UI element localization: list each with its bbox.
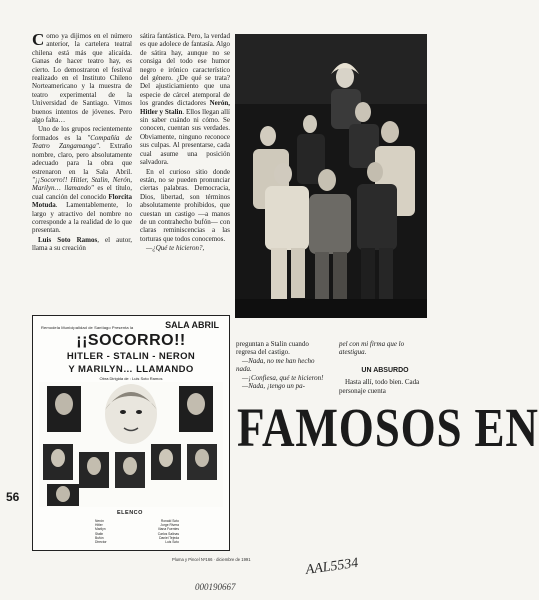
- subheading: UN ABSURDO: [361, 366, 409, 374]
- dialogue-line: —Nada, ¡tengo un pa-: [242, 382, 305, 391]
- drop-cap: C: [32, 30, 45, 49]
- paragraph-author: Luis Soto Ramos, el autor, llama a su creación: [32, 235, 132, 253]
- poster-portraits: [39, 382, 223, 507]
- poster-venue-badge: SALA ABRIL: [165, 320, 219, 330]
- dialogue-continuation: pel con mi firma que lo atestigua.: [339, 340, 405, 357]
- article-column-2: [140, 32, 230, 254]
- poster-title: ¡¡SOCORRO!!: [76, 332, 186, 349]
- cast-photo: [235, 34, 427, 318]
- play-poster: [32, 315, 230, 551]
- paragraph-absurd: Hasta allí, todo bien. Cada personaje cuenta: [339, 378, 420, 395]
- cast-row: Marilyn Iliana Fuentes: [95, 527, 179, 532]
- poster-header: Remodela Municipalidad de Santiago Presenta la: [41, 325, 134, 330]
- page-number: 56: [6, 490, 20, 504]
- paragraph-stalin: preguntan a Stalin cuando regresa del castigo.: [236, 340, 309, 357]
- article-column-4: [339, 340, 431, 395]
- article-column-1: [32, 32, 132, 254]
- paragraph-company: Uno de los grupos recientemente formados es la "Compañía de Teatro Zangamanga". Extraño nombre, claro, pero absolutamente adecuado para la obra que estrenaron en la Sala Abril. "¡¡Socorro!! Hitler, Stalin, Nerón, Marilyn… llamando" es el título, cual canción del conocido Florcita Motuda. Lamentablemente, lo largo y atractivo del nombre no corresponde a la realidad de lo que presentan.: [32, 125, 133, 235]
- poster-cast-list: [95, 519, 179, 544]
- footer-credit: Pluma y Pincel Nº166 · diciembre de 1991: [172, 557, 251, 562]
- poster-cast-heading: ELENCO: [117, 510, 143, 516]
- poster-director-credit: Obra Dirigida de : Luis Soto Ramos: [99, 376, 163, 381]
- handwritten-catalog-number: AAL5534: [304, 555, 360, 579]
- poster-title-line-3: Y MARILYN… LLAMANDO: [68, 364, 194, 375]
- paragraph-plot: sátira fantástica. Pero, la verdad es que adolece de fantasía. Algo de sátira hay, aunque no se consiga del todo ese humor negro e irónico característico del género. ¿De qué se trata? Del ajusticiamiento que una especie de cárcel atemporal de los grandes dictadores Nerón, Hitler y Stalin. Ellos llegan allí sin saber cuándo ni cómo. Se conocen, cuentan sus verdades. Obviamente, ninguno reconoce sus culpas. Al presentarse, cada cual asume una posición salvadora.: [140, 32, 231, 167]
- poster-title-line-2: HITLER - STALIN - NERON: [66, 351, 196, 362]
- cast-row: Bufón Daniel Tejeda: [95, 535, 179, 540]
- paragraph-intro: Como ya dijimos en el número anterior, la cartelera teatral chilena está más que alicaída. Ganas de hacer teatro hay, es cierto. Lo demostraron el festival realizado en el Instituto Chileno Norteamericano y la muestra de teatro experimental de la Universidad de Santiago. Vimos buenos intentos de jóvenes. Pero algo falta…: [32, 30, 132, 125]
- handwritten-stamp-number: 000190667: [195, 582, 236, 592]
- dialogue-line: —¿Qué te hicieron?,: [146, 244, 205, 253]
- cast-row: Director Luis Soto: [95, 540, 179, 545]
- cast-row: Hitler Jorge Rivera: [95, 523, 179, 528]
- cast-row: Stalin Carlos Salinas: [95, 531, 179, 536]
- paragraph-forbidden-words: En el curioso sitio donde están, no se pueden pronunciar ciertas palabras. Democracia, Dios, libertad, son términos absolutamente prohibidos, que cuestan un castigo —a manos de un contrahecho bufón— con claras reminiscencias a las torturas que todos conocemos.: [140, 167, 230, 243]
- article-column-3: [236, 340, 326, 390]
- headline: FAMOSOS EN: [237, 397, 539, 458]
- dialogue-line: —Nada, no me han hecho nada.: [236, 356, 315, 374]
- cast-photo-image: [235, 34, 427, 318]
- cast-row: Nerón Ronald Soto: [95, 519, 179, 523]
- dialogue-line: —¡Confiesa, qué te hicieron!: [242, 373, 324, 382]
